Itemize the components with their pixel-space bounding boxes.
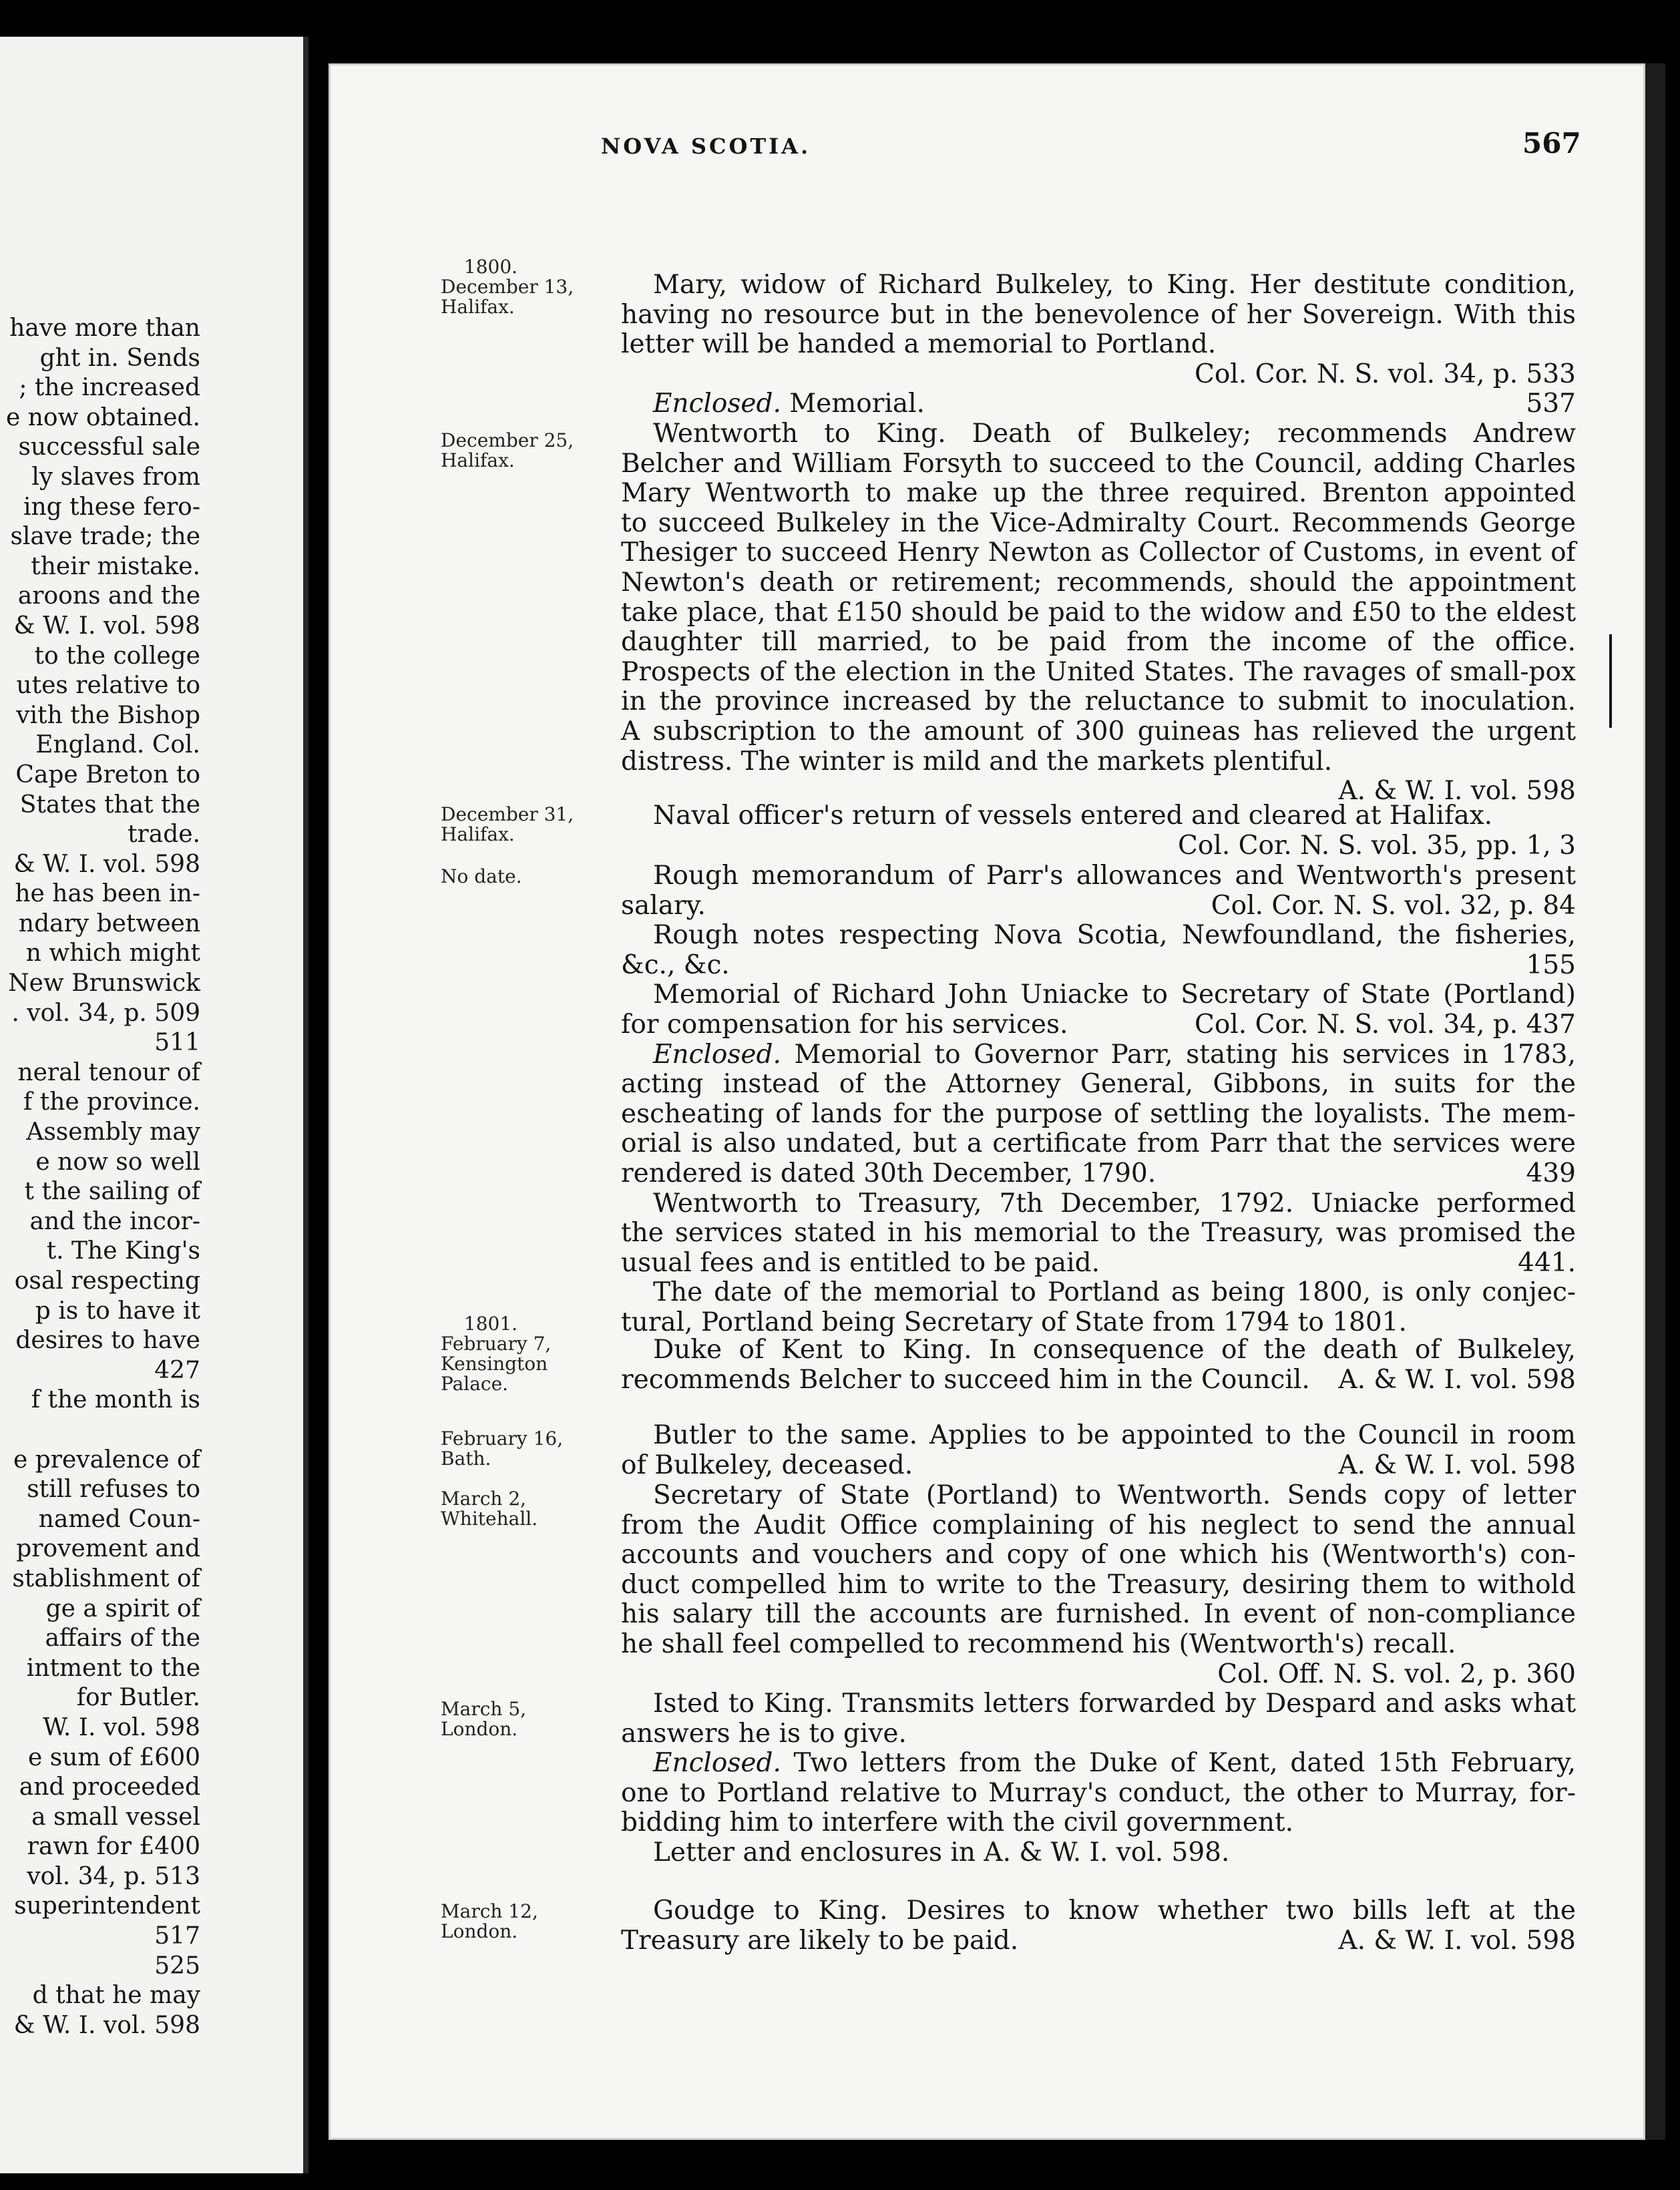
facing-page-line: stablishment of	[12, 1564, 200, 1592]
facing-page-line: affairs of the	[45, 1624, 200, 1653]
facing-page-line: aroons and the	[17, 582, 200, 610]
citation: Col. Off. N. S. vol. 2, p. 360	[1217, 1659, 1576, 1689]
facing-page-line	[0, 1415, 308, 1446]
facing-page-line: have more than	[9, 314, 200, 342]
citation: Col. Cor. N. S. vol. 34, p. 533	[1194, 359, 1576, 389]
facing-page-line: f the month is	[31, 1386, 200, 1414]
facing-page-line: rawn for £400	[27, 1833, 200, 1861]
entry-1-text: Mary, widow of Richard Bulkeley, to King. Her destitute condition, having no resource but in the benevolence of her Sovereign. With this letter will be handed a memorial to Portland. Col. Cor. N. S. vol. 34, p. 533 Enclosed. Memorial. 537	[621, 270, 1576, 419]
facing-page-line: ge a spirit of	[45, 1594, 200, 1622]
facing-page-line: ing these fero-	[23, 493, 200, 521]
facing-page-line: a small vessel	[31, 1803, 200, 1831]
facing-page-line: their mistake.	[31, 552, 200, 580]
facing-page-line: still refuses to	[27, 1476, 200, 1504]
facing-page-line: intment to the	[26, 1654, 200, 1682]
entry-9-text: Goudge to King. Desires to know whether two bills left at the Treasury are likely to be paid. A. & W. I. vol. 598	[621, 1896, 1576, 1956]
facing-page-line: e now so well	[35, 1148, 200, 1176]
facing-page-line: e prevalence of	[13, 1446, 200, 1474]
facing-page-line: superintendent	[14, 1892, 200, 1920]
facing-page-line: desires to have	[15, 1327, 200, 1355]
facing-page	[0, 37, 308, 2173]
facing-page-line: Assembly may	[26, 1118, 200, 1146]
facing-page-line: he has been in-	[15, 880, 200, 908]
facing-page-line: slave trade; the	[10, 523, 200, 551]
facing-page-line: W. I. vol. 598	[43, 1713, 200, 1741]
facing-page-line: to the college	[34, 642, 200, 670]
facing-page-line: n which might	[25, 939, 200, 967]
facing-page-line: e sum of £600	[27, 1743, 200, 1771]
citation: A. & W. I. vol. 598	[1338, 776, 1576, 807]
facing-page-line: ndary between	[18, 909, 200, 937]
facing-page-line: d that he may	[32, 1982, 200, 2010]
entry-4-text: Rough memorandum of Parr's allowances and Wentworth's present salary. Col. Cor. N. S. vol. 32, p. 84 Rough notes respecting Nova Scotia, Newfoundland, the fisheries, &c., &c. 155 Memorial of Richard John Uniacke to Secretary of State (Portland) for compensation for his services. Col. Cor. N. S. vol. 34, p. 437 Enclosed. Memorial to Governor Parr, stating his services in 1783, acting instead of the Attorney General, Gibbons, in suits for the escheating of lands for the purpose of settling the loyalists. The mem- orial is also undated, but a certificate from Parr that the services were rendered is dated 30th December, 1790. 439 Wentworth to Treasury, 7th December, 1792. Uniacke performed the services stated in his memorial to the Treasury, was promised the usual fees and is entitled to be paid. 441. The date of the memorial to Portland as being 1800, is only conjec- tural, Portland being Secretary of State from 1794 to 1801.	[621, 861, 1576, 1337]
facing-page-line: & W. I. vol. 598	[13, 612, 200, 640]
facing-page-line: 517	[154, 1922, 200, 1950]
facing-page-line: t. The King's	[46, 1237, 200, 1265]
facing-page-line: ly slaves from	[31, 463, 200, 491]
facing-page-text	[0, 314, 308, 2040]
running-header: NOVA SCOTIA.	[601, 134, 811, 159]
dateline-entry-8: March 5, London.	[441, 1698, 527, 1740]
facing-page-line: New Brunswick	[8, 969, 200, 998]
dateline-entry-1: 1800. December 13, Halifax.	[441, 256, 574, 318]
facing-page-line: for Butler.	[76, 1684, 200, 1712]
page-number: 567	[1522, 127, 1581, 160]
facing-page-line: p is to have it	[35, 1297, 200, 1325]
page-edge	[1645, 63, 1665, 2140]
facing-page-line: and proceeded	[19, 1773, 200, 1801]
facing-page-line: States that the	[19, 791, 200, 819]
facing-page-line: vol. 34, p. 513	[27, 1862, 200, 1890]
dateline-entry-2: December 25, Halifax.	[441, 429, 574, 471]
facing-page-line: osal respecting	[14, 1267, 200, 1295]
facing-page-line: vith the Bishop	[16, 701, 200, 729]
entry-5-text: Duke of Kent to King. In consequence of the death of Bulkeley, recommends Belcher to succeed him in the Council. A. & W. I. vol. 598	[621, 1335, 1576, 1395]
dateline-entry-4: No date.	[441, 865, 522, 887]
facing-page-line: e now obtained.	[5, 403, 200, 431]
facing-page-line: 511	[154, 1029, 200, 1057]
dateline-entry-3: December 31, Halifax.	[441, 803, 574, 845]
facing-page-line: neral tenour of	[17, 1058, 200, 1086]
facing-page-line: & W. I. vol. 598	[13, 2011, 200, 2039]
facing-page-line: . vol. 34, p. 509	[11, 999, 200, 1027]
entry-3-text: Naval officer's return of vessels entered and cleared at Halifax. Col. Cor. N. S. vol. 35, pp. 1, 3	[621, 801, 1576, 861]
facing-page-line: provement and	[16, 1535, 200, 1563]
entry-2-text: Wentworth to King. Death of Bulkeley; recommends Andrew Belcher and William Forsyth to succeed to the Council, adding Charles Mary Wentworth to make up the three required. Brenton appointed to succeed Bulkeley in the Vice-Admiralty Court. Recommends George Thesiger to succeed Henry Newton as Collector of Customs, in event of Newton's death or retirement; recommends, should the appointment take place, that £150 should be paid to the widow and £50 to the eldest daughter till married, to be paid from the income of the office. Prospects of the election in the United States. The ravages of small-pox in the province increased by the reluctance to submit to inoculation. A subscription to the amount of 300 guineas has relieved the urgent distress. The winter is mild and the markets plentiful. A. & W. I. vol. 598	[621, 419, 1576, 807]
facing-page-line: named Coun-	[38, 1505, 200, 1533]
facing-page-line: 525	[154, 1952, 200, 1980]
facing-page-line: successful sale	[18, 433, 200, 461]
facing-page-line: utes relative to	[16, 672, 200, 700]
entry-6-text: Butler to the same. Applies to be appointed to the Council in room of Bulkeley, deceased. A. & W. I. vol. 598	[621, 1420, 1576, 1480]
page-gutter	[303, 37, 308, 2173]
margin-mark	[1609, 634, 1612, 728]
facing-page-line: trade.	[128, 821, 200, 849]
entry-8-text: Isted to King. Transmits letters forwarded by Despard and asks what answers he is to give. Enclosed. Two letters from the Duke of Kent, dated 15th February, one to Portland relative to Murray's conduct, the other to Murray, for- bidding him to interfere with the civil government. Letter and enclosures in A. & W. I. vol. 598.	[621, 1689, 1576, 1868]
facing-page-line: 427	[154, 1356, 200, 1384]
dateline-entry-9: March 12, London.	[441, 1900, 538, 1942]
facing-page-line: ght in. Sends	[39, 344, 200, 372]
citation: Col. Cor. N. S. vol. 35, pp. 1, 3	[1178, 830, 1576, 861]
facing-page-line: Cape Breton to	[15, 760, 200, 789]
dateline-entry-5: 1801. February 7, Kensington Palace.	[441, 1313, 552, 1395]
facing-page-line: & W. I. vol. 598	[13, 850, 200, 878]
entry-7-text: Secretary of State (Portland) to Wentworth. Sends copy of letter from the Audit Office complaining of his neglect to send the annual accounts and vouchers and copy of one which his (Wentworth's) con- duct compelled him to write to the Treasury, desiring them to withold his salary till the accounts are furnished. In event of non-compliance he shall feel compelled to recommend his (Wentworth's) recall. Col. Off. N. S. vol. 2, p. 360	[621, 1480, 1576, 1689]
facing-page-line: ; the increased	[19, 374, 200, 402]
facing-page-line: t the sailing of	[24, 1178, 200, 1206]
facing-page-line: England. Col.	[35, 731, 200, 759]
facing-page-line: f the province.	[23, 1088, 200, 1116]
dateline-entry-7: March 2, Whitehall.	[441, 1488, 538, 1530]
facing-page-line: and the incor-	[29, 1207, 200, 1235]
dateline-entry-6: February 16, Bath.	[441, 1428, 564, 1470]
